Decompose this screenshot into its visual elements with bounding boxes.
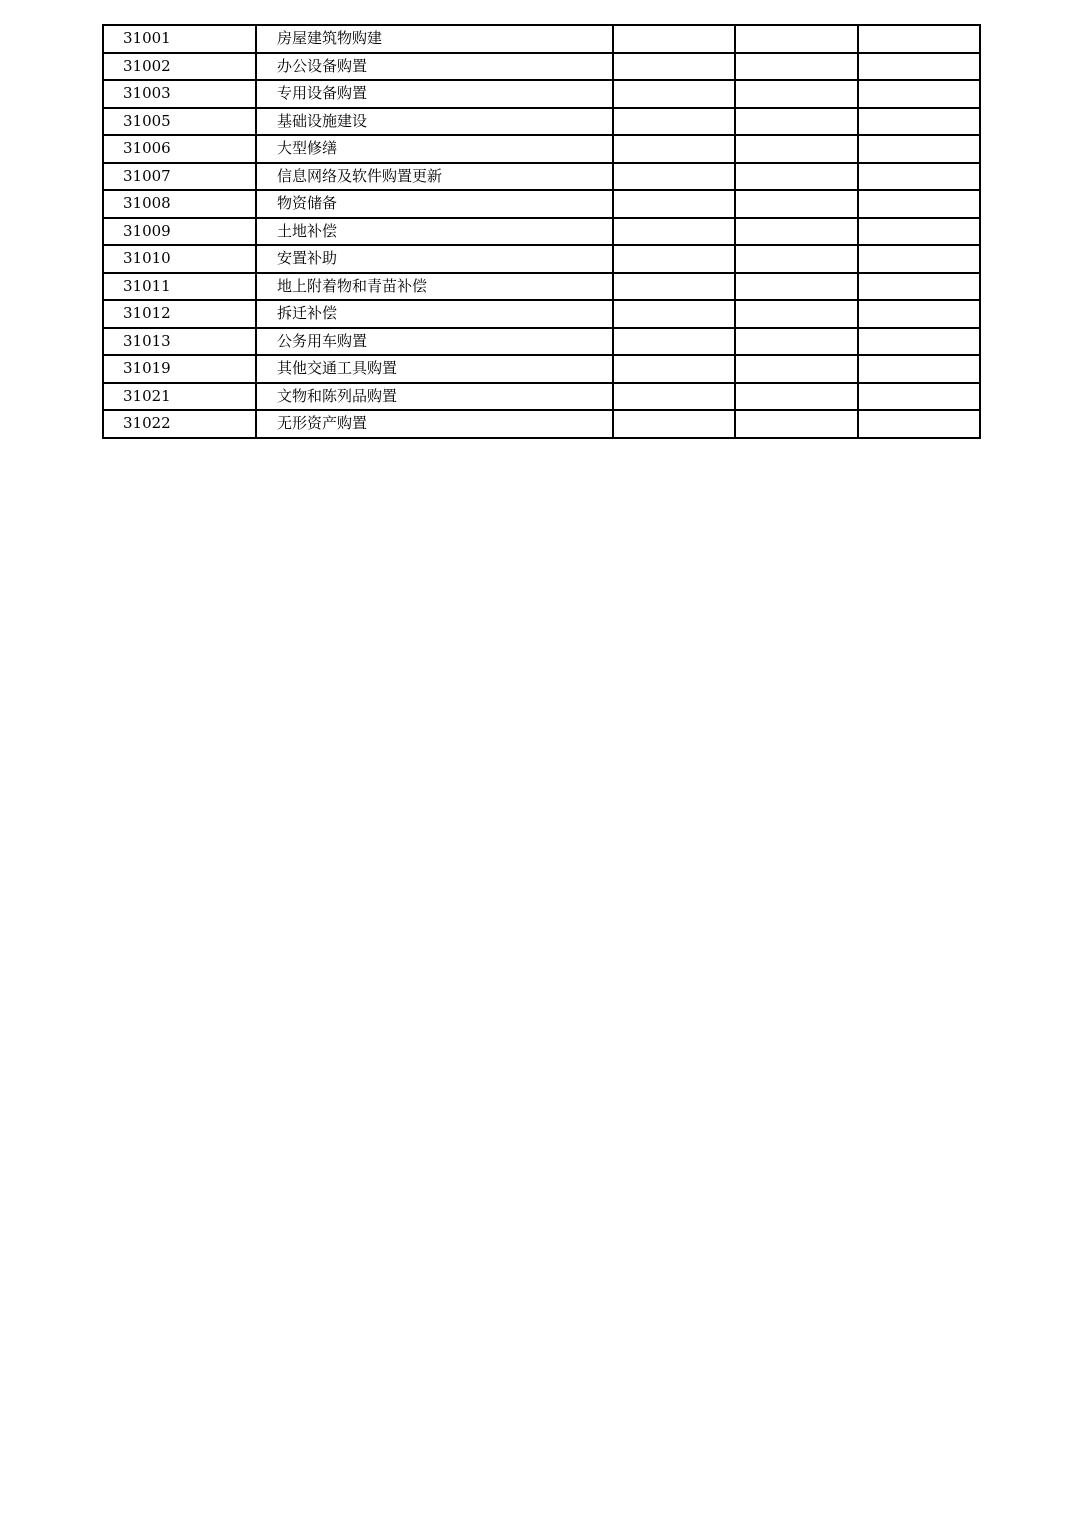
value-cell-2 [735,383,858,411]
value-cell-1 [613,328,735,356]
item-name-cell: 地上附着物和青苗补偿 [256,273,613,301]
value-cell-3 [858,218,980,246]
item-code-cell: 31011 [103,273,256,301]
value-cell-2 [735,25,858,53]
item-name-cell: 信息网络及软件购置更新 [256,163,613,191]
table-row [103,25,980,53]
budget-table [102,24,981,439]
value-cell-1 [613,410,735,438]
value-cell-2 [735,80,858,108]
item-name-cell: 土地补偿 [256,218,613,246]
value-cell-3 [858,163,980,191]
value-cell-2 [735,273,858,301]
table-row [103,135,980,163]
value-cell-3 [858,108,980,136]
item-code-cell: 31007 [103,163,256,191]
value-cell-1 [613,163,735,191]
value-cell-1 [613,135,735,163]
value-cell-3 [858,383,980,411]
table-row [103,355,980,383]
table-row [103,190,980,218]
item-code-cell: 31005 [103,108,256,136]
item-name-cell: 拆迁补偿 [256,300,613,328]
item-code-cell: 31006 [103,135,256,163]
item-name-cell: 基础设施建设 [256,108,613,136]
value-cell-3 [858,273,980,301]
value-cell-1 [613,53,735,81]
value-cell-3 [858,53,980,81]
value-cell-1 [613,108,735,136]
value-cell-1 [613,355,735,383]
value-cell-2 [735,135,858,163]
value-cell-1 [613,80,735,108]
value-cell-3 [858,328,980,356]
item-code-cell: 31019 [103,355,256,383]
table-row [103,108,980,136]
table-row [103,163,980,191]
value-cell-1 [613,190,735,218]
item-code-cell: 31008 [103,190,256,218]
item-code-cell: 31022 [103,410,256,438]
value-cell-1 [613,25,735,53]
value-cell-1 [613,218,735,246]
value-cell-3 [858,300,980,328]
value-cell-3 [858,25,980,53]
value-cell-2 [735,218,858,246]
value-cell-2 [735,245,858,273]
value-cell-3 [858,355,980,383]
value-cell-2 [735,410,858,438]
item-name-cell: 物资储备 [256,190,613,218]
value-cell-2 [735,53,858,81]
table-row [103,53,980,81]
item-code-cell: 31009 [103,218,256,246]
item-name-cell: 安置补助 [256,245,613,273]
value-cell-1 [613,300,735,328]
item-name-cell: 大型修缮 [256,135,613,163]
table-row [103,383,980,411]
item-name-cell: 专用设备购置 [256,80,613,108]
item-code-cell: 31010 [103,245,256,273]
value-cell-2 [735,190,858,218]
item-name-cell: 无形资产购置 [256,410,613,438]
table-row [103,245,980,273]
value-cell-3 [858,245,980,273]
value-cell-3 [858,190,980,218]
value-cell-2 [735,300,858,328]
item-name-cell: 公务用车购置 [256,328,613,356]
table-row [103,218,980,246]
item-code-cell: 31002 [103,53,256,81]
table-row [103,328,980,356]
item-name-cell: 办公设备购置 [256,53,613,81]
value-cell-3 [858,135,980,163]
table-body [103,25,980,438]
value-cell-2 [735,328,858,356]
value-cell-1 [613,273,735,301]
item-code-cell: 31001 [103,25,256,53]
table-row [103,80,980,108]
item-code-cell: 31003 [103,80,256,108]
item-name-cell: 其他交通工具购置 [256,355,613,383]
table-row [103,410,980,438]
item-code-cell: 31012 [103,300,256,328]
value-cell-2 [735,108,858,136]
value-cell-1 [613,245,735,273]
value-cell-3 [858,410,980,438]
table-row [103,300,980,328]
value-cell-2 [735,163,858,191]
table-row [103,273,980,301]
value-cell-1 [613,383,735,411]
item-code-cell: 31013 [103,328,256,356]
value-cell-3 [858,80,980,108]
item-code-cell: 31021 [103,383,256,411]
item-name-cell: 文物和陈列品购置 [256,383,613,411]
item-name-cell: 房屋建筑物购建 [256,25,613,53]
value-cell-2 [735,355,858,383]
